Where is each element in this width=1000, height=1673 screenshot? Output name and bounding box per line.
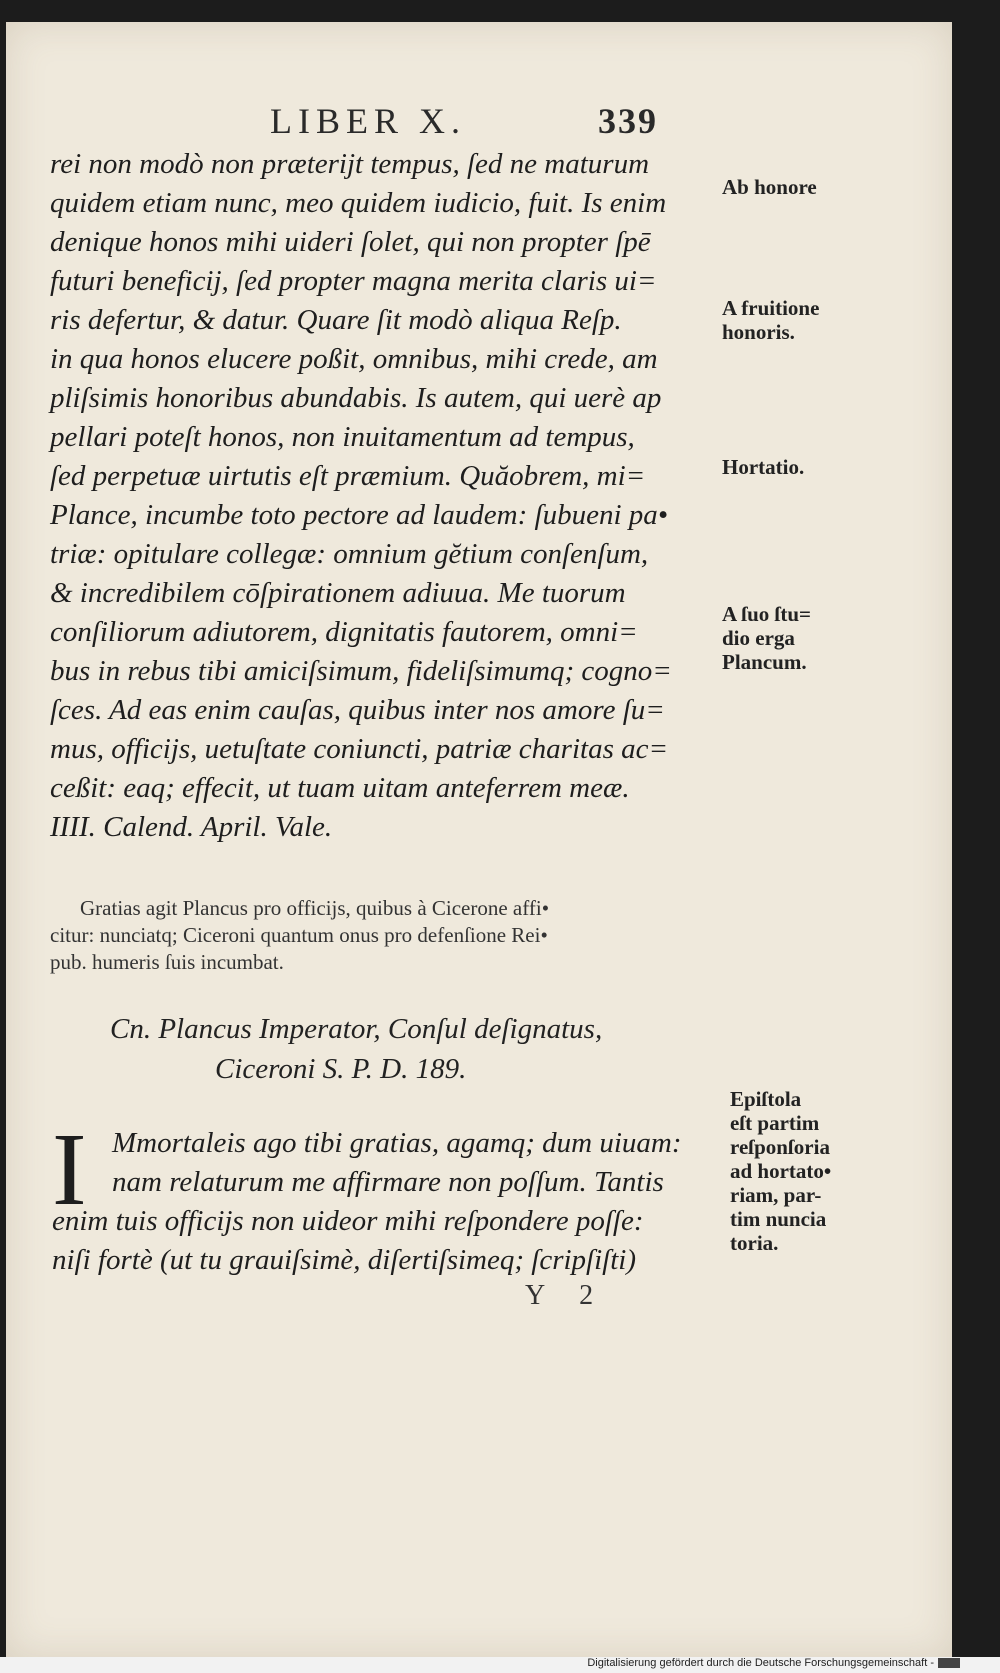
text-line: ris defertur, & datur. Quare ſit modò aliqua Reſp. [50, 304, 622, 336]
margin-note-epistola [730, 1087, 831, 1255]
text-line: conſiliorum adiutorem, dignitatis fautorem, omni= [50, 616, 638, 648]
text-line: ſces. Ad eas enim cauſas, quibus inter nos amore ſu= [50, 694, 665, 726]
text-line: quidem etiam nunc, meo quidem iudicio, fuit. Is enim [50, 187, 667, 219]
margin-note-line: riam, par- [730, 1183, 822, 1207]
margin-note-a-fruitione [722, 296, 819, 344]
margin-note-line: A fruitione [722, 296, 820, 320]
letter-address-line-2: Ciceroni S. P. D. 189. [215, 1053, 467, 1085]
footer-credit-text: Digitalisierung gefördert durch die Deutsche Forschungsgemeinschaft - [587, 1657, 934, 1669]
summary-line: pub. humeris ſuis incumbat. [50, 950, 284, 974]
text-line: & incredibilem cōſpirationem adiuua. Me tuorum [50, 577, 626, 609]
text-line: Plance, incumbe toto pectore ad laudem: ſubueni pa• [50, 499, 668, 531]
summary-line: citur: nunciatq; Ciceroni quantum onus pro defenſione Rei• [50, 923, 548, 947]
main-text [50, 145, 672, 847]
margin-note-line: Ab honore [722, 175, 817, 199]
letter-line: niſi fortè (ut tu grauiſsimè, diſertiſsimeq; ſcripſiſti) [52, 1244, 636, 1276]
margin-note-line: tim nuncia [730, 1207, 827, 1231]
running-title: LIBER X. [270, 101, 466, 141]
text-line: mus, officijs, uetuſtate coniuncti, patriæ charitas ac= [50, 733, 669, 765]
drop-cap: I [52, 1112, 87, 1227]
text-line: triæ: opitulare collegæ: omnium gĕtium conſenſum, [50, 538, 649, 570]
margin-note-hortatio [722, 455, 804, 479]
margin-note-line: A ſuo ſtu= [722, 602, 811, 626]
margin-note-line: toria. [730, 1231, 779, 1255]
margin-note-a-suo-studio [722, 602, 811, 674]
margin-note-line: reſponſoria [730, 1135, 830, 1159]
footer-credit [587, 1657, 960, 1669]
margin-note-line: eſt partim [730, 1111, 820, 1135]
page-number: 339 [598, 101, 658, 141]
margin-note-line: Hortatio. [722, 455, 805, 479]
margin-note-line: honoris. [722, 320, 795, 344]
text-line: ceßit: eaq; effecit, ut tuam uitam anteferrem meæ. [50, 772, 630, 804]
text-line: futuri beneficij, ſed propter magna merita claris ui= [50, 265, 657, 297]
margin-note-line: Plancum. [722, 650, 807, 674]
letter-line: Mmortaleis ago tibi gratias, agamq; dum uiuam: [112, 1127, 682, 1159]
text-line: ſed perpetuæ uirtutis eſt præmium. Quăobrem, mi= [50, 460, 646, 492]
margin-note-line: Epiſtola [730, 1087, 802, 1111]
text-line: in qua honos elucere poßit, omnibus, mihi crede, am [50, 343, 658, 375]
letter-line: nam relaturum me affirmare non poſſum. Tantis [112, 1166, 664, 1198]
text-line: pliſsimis honoribus abundabis. Is autem, qui uerè ap [50, 382, 662, 414]
letter-summary [50, 895, 550, 976]
letter-line: enim tuis officijs non uideor mihi reſpondere poſſe: [52, 1205, 644, 1237]
text-line: rei non modò non præterijt tempus, ſed ne maturum [50, 148, 650, 180]
dfg-logo-icon [938, 1658, 960, 1668]
margin-note-ab-honore [722, 175, 817, 199]
margin-note-line: dio erga [722, 626, 795, 650]
text-line: pellari poteſt honos, non inuitamentum ad tempus, [50, 421, 635, 453]
text-line: denique honos mihi uideri ſolet, qui non propter ſpē [50, 226, 651, 258]
text-line: IIII. Calend. April. Vale. [50, 811, 333, 843]
summary-line: Gratias agit Plancus pro officijs, quibus à Cicerone affi• [80, 896, 550, 920]
letter-address-line-1: Cn. Plancus Imperator, Conſul deſignatus, [110, 1013, 603, 1045]
margin-note-line: ad hortato• [730, 1159, 832, 1183]
letter-text [52, 1124, 682, 1280]
signature-mark: Y 2 [525, 1280, 608, 1311]
text-line: bus in rebus tibi amiciſsimum, fideliſsimumq; cogno= [50, 655, 672, 687]
